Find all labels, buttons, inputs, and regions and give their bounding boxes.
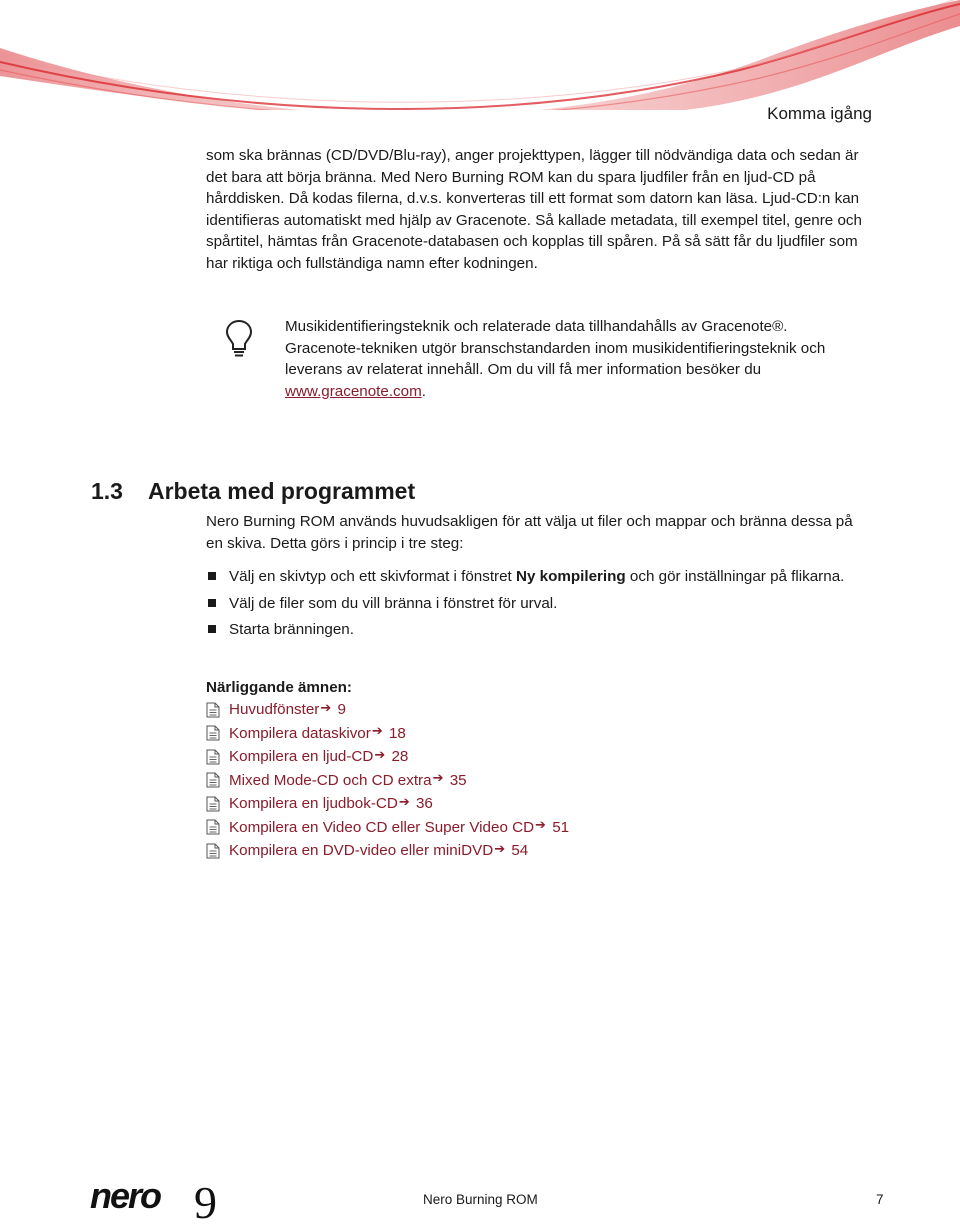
- document-icon: [206, 772, 220, 788]
- related-topics-list: [206, 698, 569, 863]
- footer-title: Nero Burning ROM: [423, 1192, 538, 1207]
- document-icon: [206, 819, 220, 835]
- logo-text: nero: [90, 1178, 161, 1216]
- bullet-icon: [208, 625, 216, 633]
- related-link[interactable]: Kompilera en ljudbok-CD ➔ 36: [206, 792, 569, 816]
- document-icon: [206, 796, 220, 812]
- arrow-right-icon: ➔: [535, 817, 546, 833]
- steps-list: [206, 566, 871, 646]
- step-bold: Ny kompilering: [515, 568, 626, 585]
- arrow-right-icon: ➔: [494, 840, 506, 856]
- bullet-icon: [208, 599, 216, 607]
- nero-9-logo: [90, 1178, 230, 1224]
- related-link[interactable]: Kompilera dataskivor ➔ 18: [206, 722, 569, 746]
- chapter-title: Komma igång: [767, 104, 872, 123]
- arrow-right-icon: ➔: [398, 793, 410, 809]
- lightbulb-icon: [224, 318, 254, 358]
- document-icon: [206, 843, 220, 859]
- step-item: Välj de filer som du vill bränna i fönstret för urval.: [206, 593, 871, 615]
- note-text: Musikidentifieringsteknik och relaterade data tillhandahålls av Gracenote®. Gracenote-tekniken utgör branschstandarden inom musikidentifieringsteknik och leverans av relaterat innehåll. Om du vill få mer information besöker du: [285, 318, 826, 378]
- section-title: Arbeta med programmet: [148, 478, 416, 504]
- section-body: Nero Burning ROM används huvudsakligen för att välja ut filer och mappar och bränna dessa på en skiva. Detta görs i princip i tre steg:: [206, 513, 853, 552]
- note-end: .: [421, 382, 426, 400]
- related-topics-title: Närliggande ämnen:: [206, 679, 352, 696]
- arrow-right-icon: ➔: [432, 770, 444, 786]
- section-heading: [91, 478, 415, 505]
- gracenote-link[interactable]: www.gracenote.com: [285, 382, 422, 400]
- gracenote-note: [285, 316, 860, 402]
- header-swoosh: [0, 0, 960, 110]
- related-link[interactable]: Huvudfönster ➔ 9: [206, 698, 569, 722]
- related-link[interactable]: Kompilera en DVD-video eller miniDVD ➔ 54: [206, 839, 569, 863]
- related-link[interactable]: Kompilera en Video CD eller Super Video CD ➔ 51: [206, 816, 569, 840]
- logo-number: 9: [194, 1178, 217, 1224]
- arrow-right-icon: ➔: [374, 746, 386, 762]
- document-icon: [206, 749, 220, 765]
- document-icon: [206, 702, 220, 718]
- related-link[interactable]: Mixed Mode-CD och CD extra ➔ 35: [206, 769, 569, 793]
- intro-paragraph: som ska brännas (CD/DVD/Blu-ray), anger projekttypen, lägger till nödvändiga data och sedan är det bara att börja bränna. Med Nero Burning ROM kan du spara ljudfiler från en ljud-CD på hårddisken. Då kodas filerna, d.v.s. konverteras till ett format som datorn kan läsa. Ljud-CD:n kan identifieras automatiskt med hjälp av Gracenote. Så kallade metadata, till exempel titel, genre och spårtitel, hämtas från Gracenote-databasen och kopplas till spåren. På så sätt får du ljudfiler som har riktiga och fullständiga namn efter kodningen.: [206, 147, 862, 272]
- arrow-right-icon: ➔: [371, 723, 383, 739]
- arrow-right-icon: ➔: [320, 699, 332, 715]
- step-item: Starta bränningen.: [206, 619, 871, 641]
- page-number: 7: [876, 1192, 884, 1207]
- section-number: 1.3: [91, 478, 123, 504]
- related-link[interactable]: Kompilera en ljud-CD ➔ 28: [206, 745, 569, 769]
- bullet-icon: [208, 572, 216, 580]
- document-icon: [206, 725, 220, 741]
- step-item: Välj en skivtyp och ett skivformat i fönstret Ny kompilering och gör inställningar på flikarna.: [206, 566, 871, 588]
